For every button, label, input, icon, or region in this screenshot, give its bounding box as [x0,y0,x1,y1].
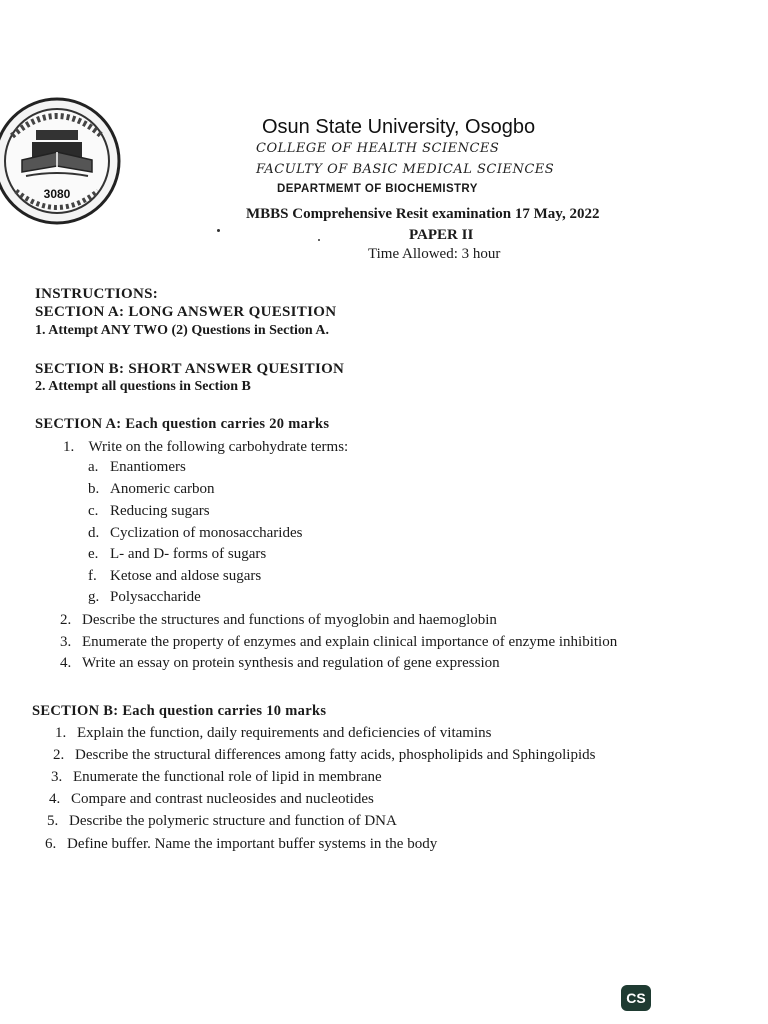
question-b6 [45,836,437,853]
section-b-instruction-heading: SECTION B: SHORT ANSWER QUESITION [35,361,345,377]
camscanner-badge-icon: CS [621,985,651,1011]
item-text: Enantiomers [110,459,186,475]
exam-title: MBBS Comprehensive Resit examination 17 May, 2022 [246,206,600,222]
question-number: 5. [47,813,59,829]
item-marker: g. [88,589,100,605]
item-text: Reducing sugars [110,503,210,519]
item-marker: b. [88,481,100,497]
section-b-rule: 2. Attempt all questions in Section B [35,379,251,394]
time-allowed: Time Allowed: 3 hour [368,246,501,262]
section-a-heading: SECTION A: Each question carries 20 marks [35,416,330,432]
item-marker: c. [88,503,99,519]
item-marker: a. [88,459,99,475]
list-item [88,459,186,476]
faculty-name: FACULTY OF BASIC MEDICAL SCIENCES [256,162,555,177]
list-item [88,546,266,563]
university-name: Osun State University, Osogbo [262,116,536,138]
section-a-rule: 1. Attempt ANY TWO (2) Questions in Section A. [35,323,330,338]
list-item [88,589,201,606]
question-number: 2. [60,612,72,628]
question-number: 1. [63,439,75,455]
question-b2 [53,747,595,764]
question-b1 [55,725,491,742]
college-name: COLLEGE OF HEALTH SCIENCES [256,141,500,156]
question-text: Explain the function, daily requirements and deficiencies of vitamins [77,725,492,741]
seal-year: 3080 [43,187,71,201]
section-a-instruction-heading: SECTION A: LONG ANSWER QUESITION [35,304,337,320]
section-b-heading: SECTION B: Each question carries 10 marks [32,703,327,719]
item-marker: e. [88,546,99,562]
item-text: Ketose and aldose sugars [110,568,262,584]
question-number: 3. [60,634,72,650]
list-item [88,503,210,520]
university-seal-logo [0,96,122,226]
question-text: Write on the following carbohydrate terms: [88,439,349,455]
question-a4 [60,655,500,672]
question-b4 [49,791,374,808]
paper-label: PAPER II [409,227,474,243]
list-item [88,481,215,498]
question-text: Describe the structural differences among fatty acids, phospholipids and Sphingolipids [75,747,596,763]
question-number: 4. [49,791,61,807]
question-text: Compare and contrast nucleosides and nucleotides [71,791,374,807]
question-a1 [63,439,348,456]
item-marker: d. [88,525,100,541]
instructions-heading: INSTRUCTIONS: [35,286,159,302]
question-number: 1. [55,725,67,741]
item-text: L- and D- forms of sugars [110,546,267,562]
item-text: Anomeric carbon [110,481,215,497]
question-text: Describe the structures and functions of myoglobin and haemoglobin [82,612,497,628]
item-marker: f. [88,568,97,584]
question-text: Enumerate the property of enzymes and explain clinical importance of enzyme inhibition [82,634,618,650]
question-text: Enumerate the functional role of lipid in membrane [73,769,382,785]
question-text: Write an essay on protein synthesis and regulation of gene expression [82,655,500,671]
scan-speck [318,239,320,241]
question-number: 2. [53,747,65,763]
question-number: 3. [51,769,63,785]
scan-speck [217,229,220,232]
question-b5 [47,813,397,830]
question-text: Define buffer. Name the important buffer systems in the body [67,836,438,852]
question-b3 [51,769,382,786]
item-text: Cyclization of monosaccharides [110,525,303,541]
question-a3 [60,634,617,651]
question-number: 4. [60,655,72,671]
item-text: Polysaccharide [110,589,201,605]
question-number: 6. [45,836,57,852]
department-name: DEPARTMEMT OF BIOCHEMISTRY [277,183,478,195]
question-text: Describe the polymeric structure and function of DNA [69,813,397,829]
question-a2 [60,612,497,629]
list-item [88,568,261,585]
list-item [88,525,302,542]
